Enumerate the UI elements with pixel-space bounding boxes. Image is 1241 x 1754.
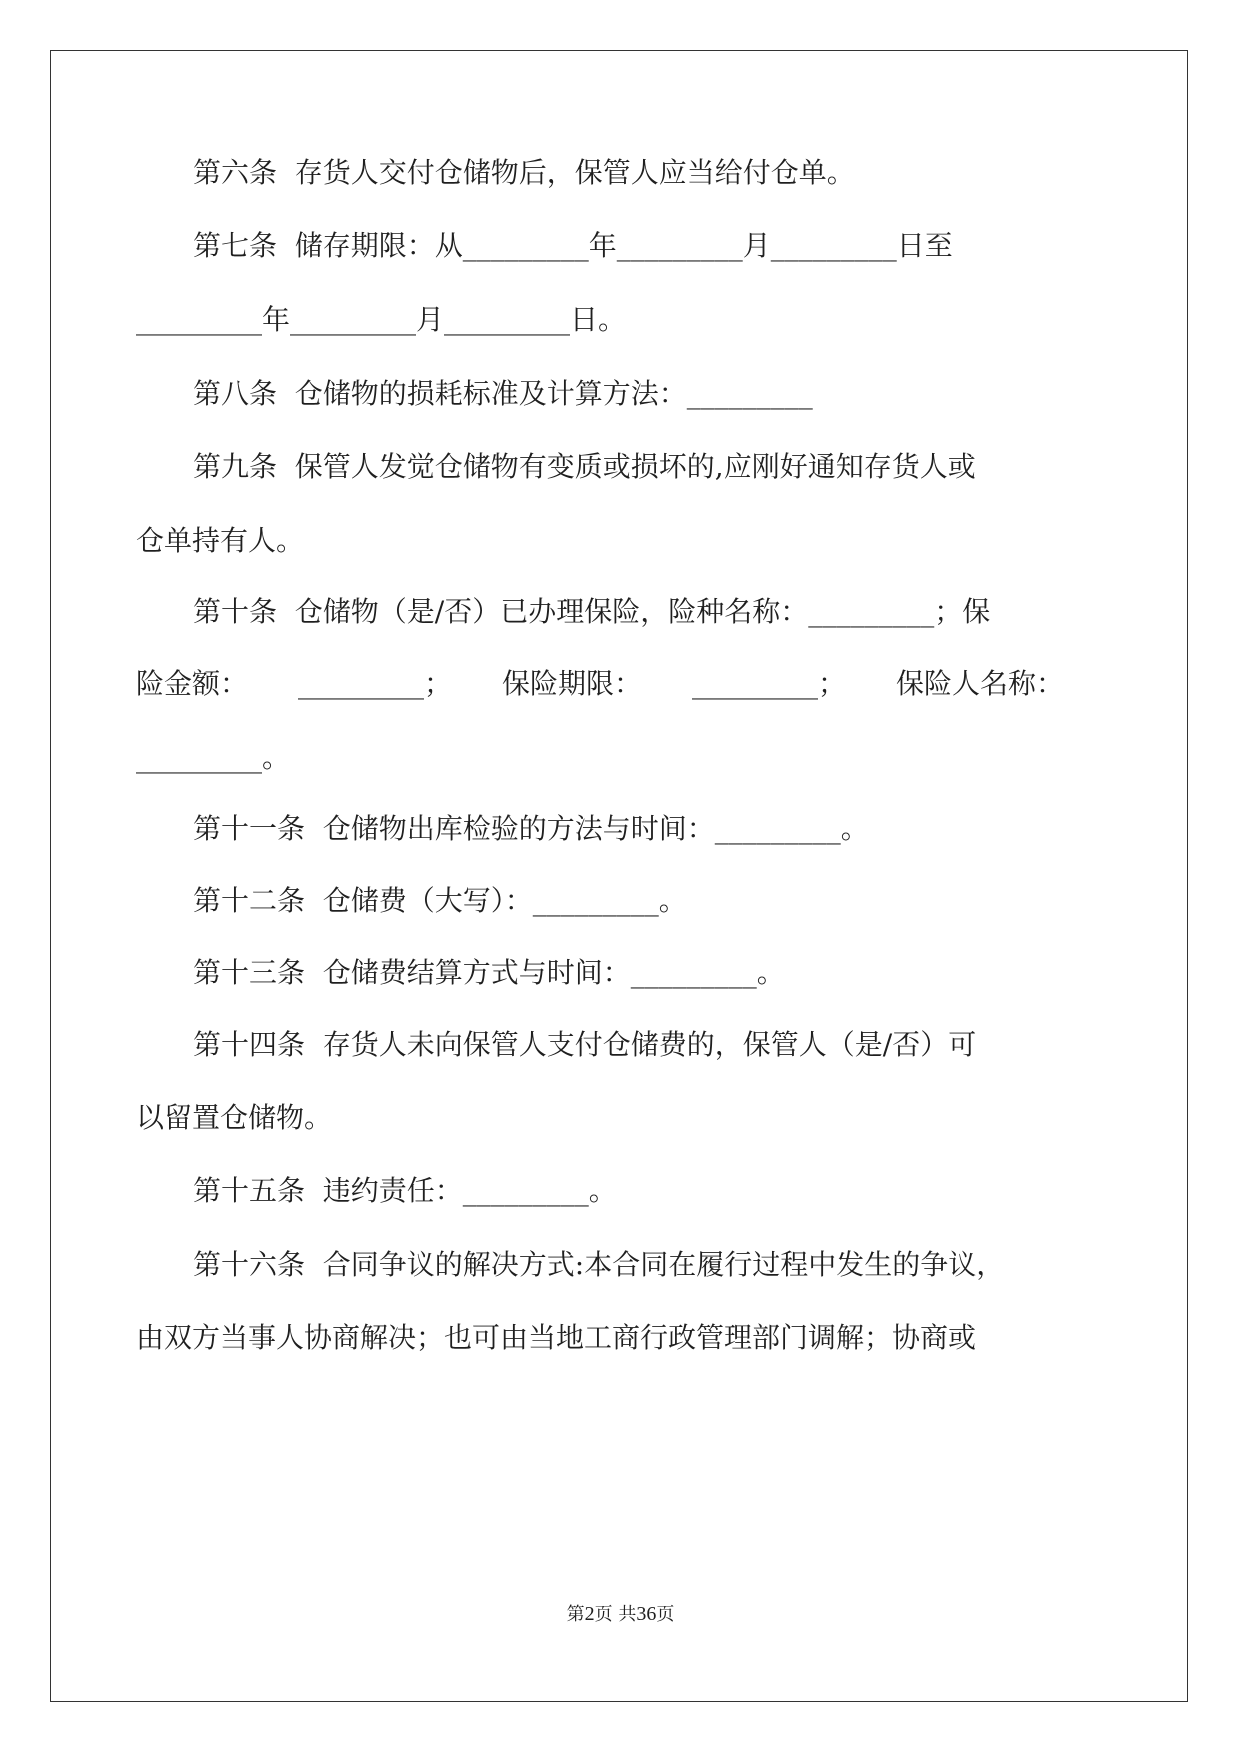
insurer-name-label: 保险人名称：	[895, 667, 1064, 700]
article-10-line-3: _________。	[136, 741, 291, 774]
insurance-period-blank: _________；	[691, 667, 846, 700]
article-10-line-2	[136, 666, 1064, 702]
footer-page-number: 2	[584, 1603, 595, 1625]
article-14-line-2: 以留置仓储物。	[136, 1101, 333, 1134]
insurance-amount-blank: _________；	[297, 667, 452, 700]
footer-prefix: 第	[566, 1604, 585, 1625]
article-9-line-2: 仓单持有人。	[136, 524, 305, 557]
article-12-line: 第十二条 仓储费（大写）：_________。	[193, 884, 687, 917]
article-9-line-1: 第九条 保管人发觉仓储物有变质或损坏的,应刚好通知存货人或	[193, 450, 976, 483]
footer-mid: 页 共	[594, 1604, 637, 1625]
article-6-line: 第六条 存货人交付仓储物后，保管人应当给付仓单。	[193, 156, 855, 189]
footer-suffix: 页	[656, 1604, 675, 1625]
insurance-period-label: 保险期限：	[501, 667, 642, 700]
article-7-line-1: 第七条 储存期限：从_________年_________月_________日至	[193, 229, 953, 262]
footer-total-pages: 36	[636, 1603, 657, 1625]
article-16-line-1: 第十六条 合同争议的解决方式:本合同在履行过程中发生的争议，	[193, 1248, 1005, 1281]
article-14-line-1: 第十四条 存货人未向保管人支付仓储费的，保管人（是/否）可	[193, 1028, 977, 1061]
article-10-line-1: 第十条 仓储物（是/否）已办理保险，险种名称：_________；保	[193, 595, 991, 628]
article-8-line: 第八条 仓储物的损耗标准及计算方法：_________	[193, 377, 813, 410]
page-border	[50, 50, 1188, 1702]
article-11-line: 第十一条 仓储物出库检验的方法与时间：_________。	[193, 812, 869, 845]
page-footer	[0, 1602, 1241, 1627]
article-16-line-2: 由双方当事人协商解决；也可由当地工商行政管理部门调解；协商或	[136, 1321, 977, 1354]
article-15-line: 第十五条 违约责任：_________。	[193, 1174, 617, 1207]
article-13-line: 第十三条 仓储费结算方式与时间：_________。	[193, 956, 785, 989]
insurance-amount-label: 险金额：	[136, 667, 249, 700]
article-7-line-2: _________年_________月_________日。	[136, 303, 627, 336]
